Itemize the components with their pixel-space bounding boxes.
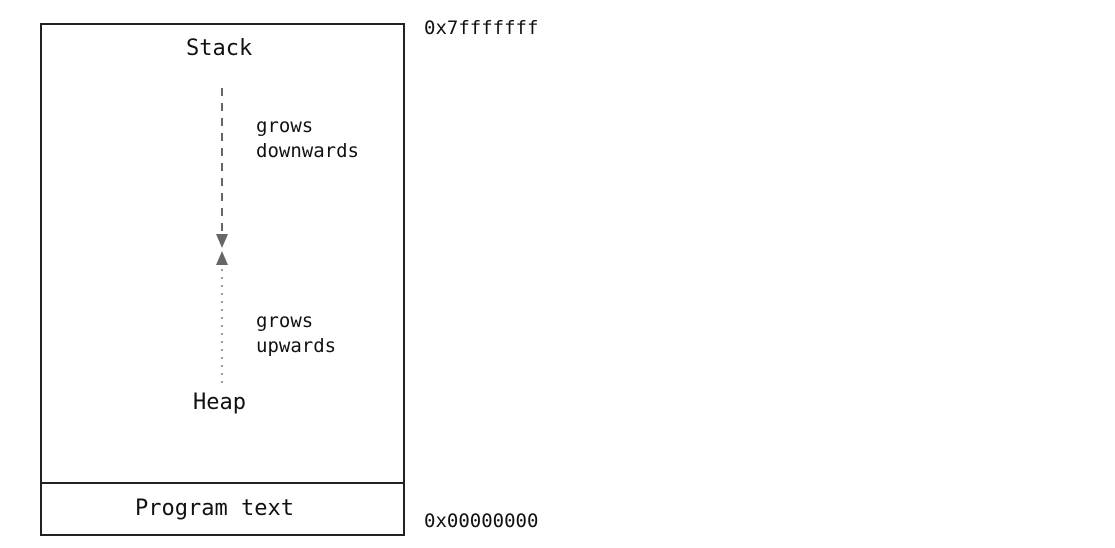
- address-space-box: [40, 23, 405, 536]
- program-text-divider: [40, 482, 405, 484]
- stack-label: Stack: [186, 36, 253, 61]
- heap-growth-label: [256, 309, 336, 359]
- high-address-label: 0x7fffffff: [424, 17, 539, 39]
- stack-growth-label: [256, 114, 359, 164]
- heap-growth-line1: grows: [256, 310, 314, 332]
- low-address-label: 0x00000000: [424, 510, 539, 532]
- program-text-label: Program text: [135, 496, 294, 521]
- stack-growth-line2: downwards: [256, 140, 359, 162]
- heap-growth-line2: upwards: [256, 335, 337, 357]
- stack-growth-line1: grows: [256, 115, 314, 137]
- heap-label: Heap: [193, 390, 246, 415]
